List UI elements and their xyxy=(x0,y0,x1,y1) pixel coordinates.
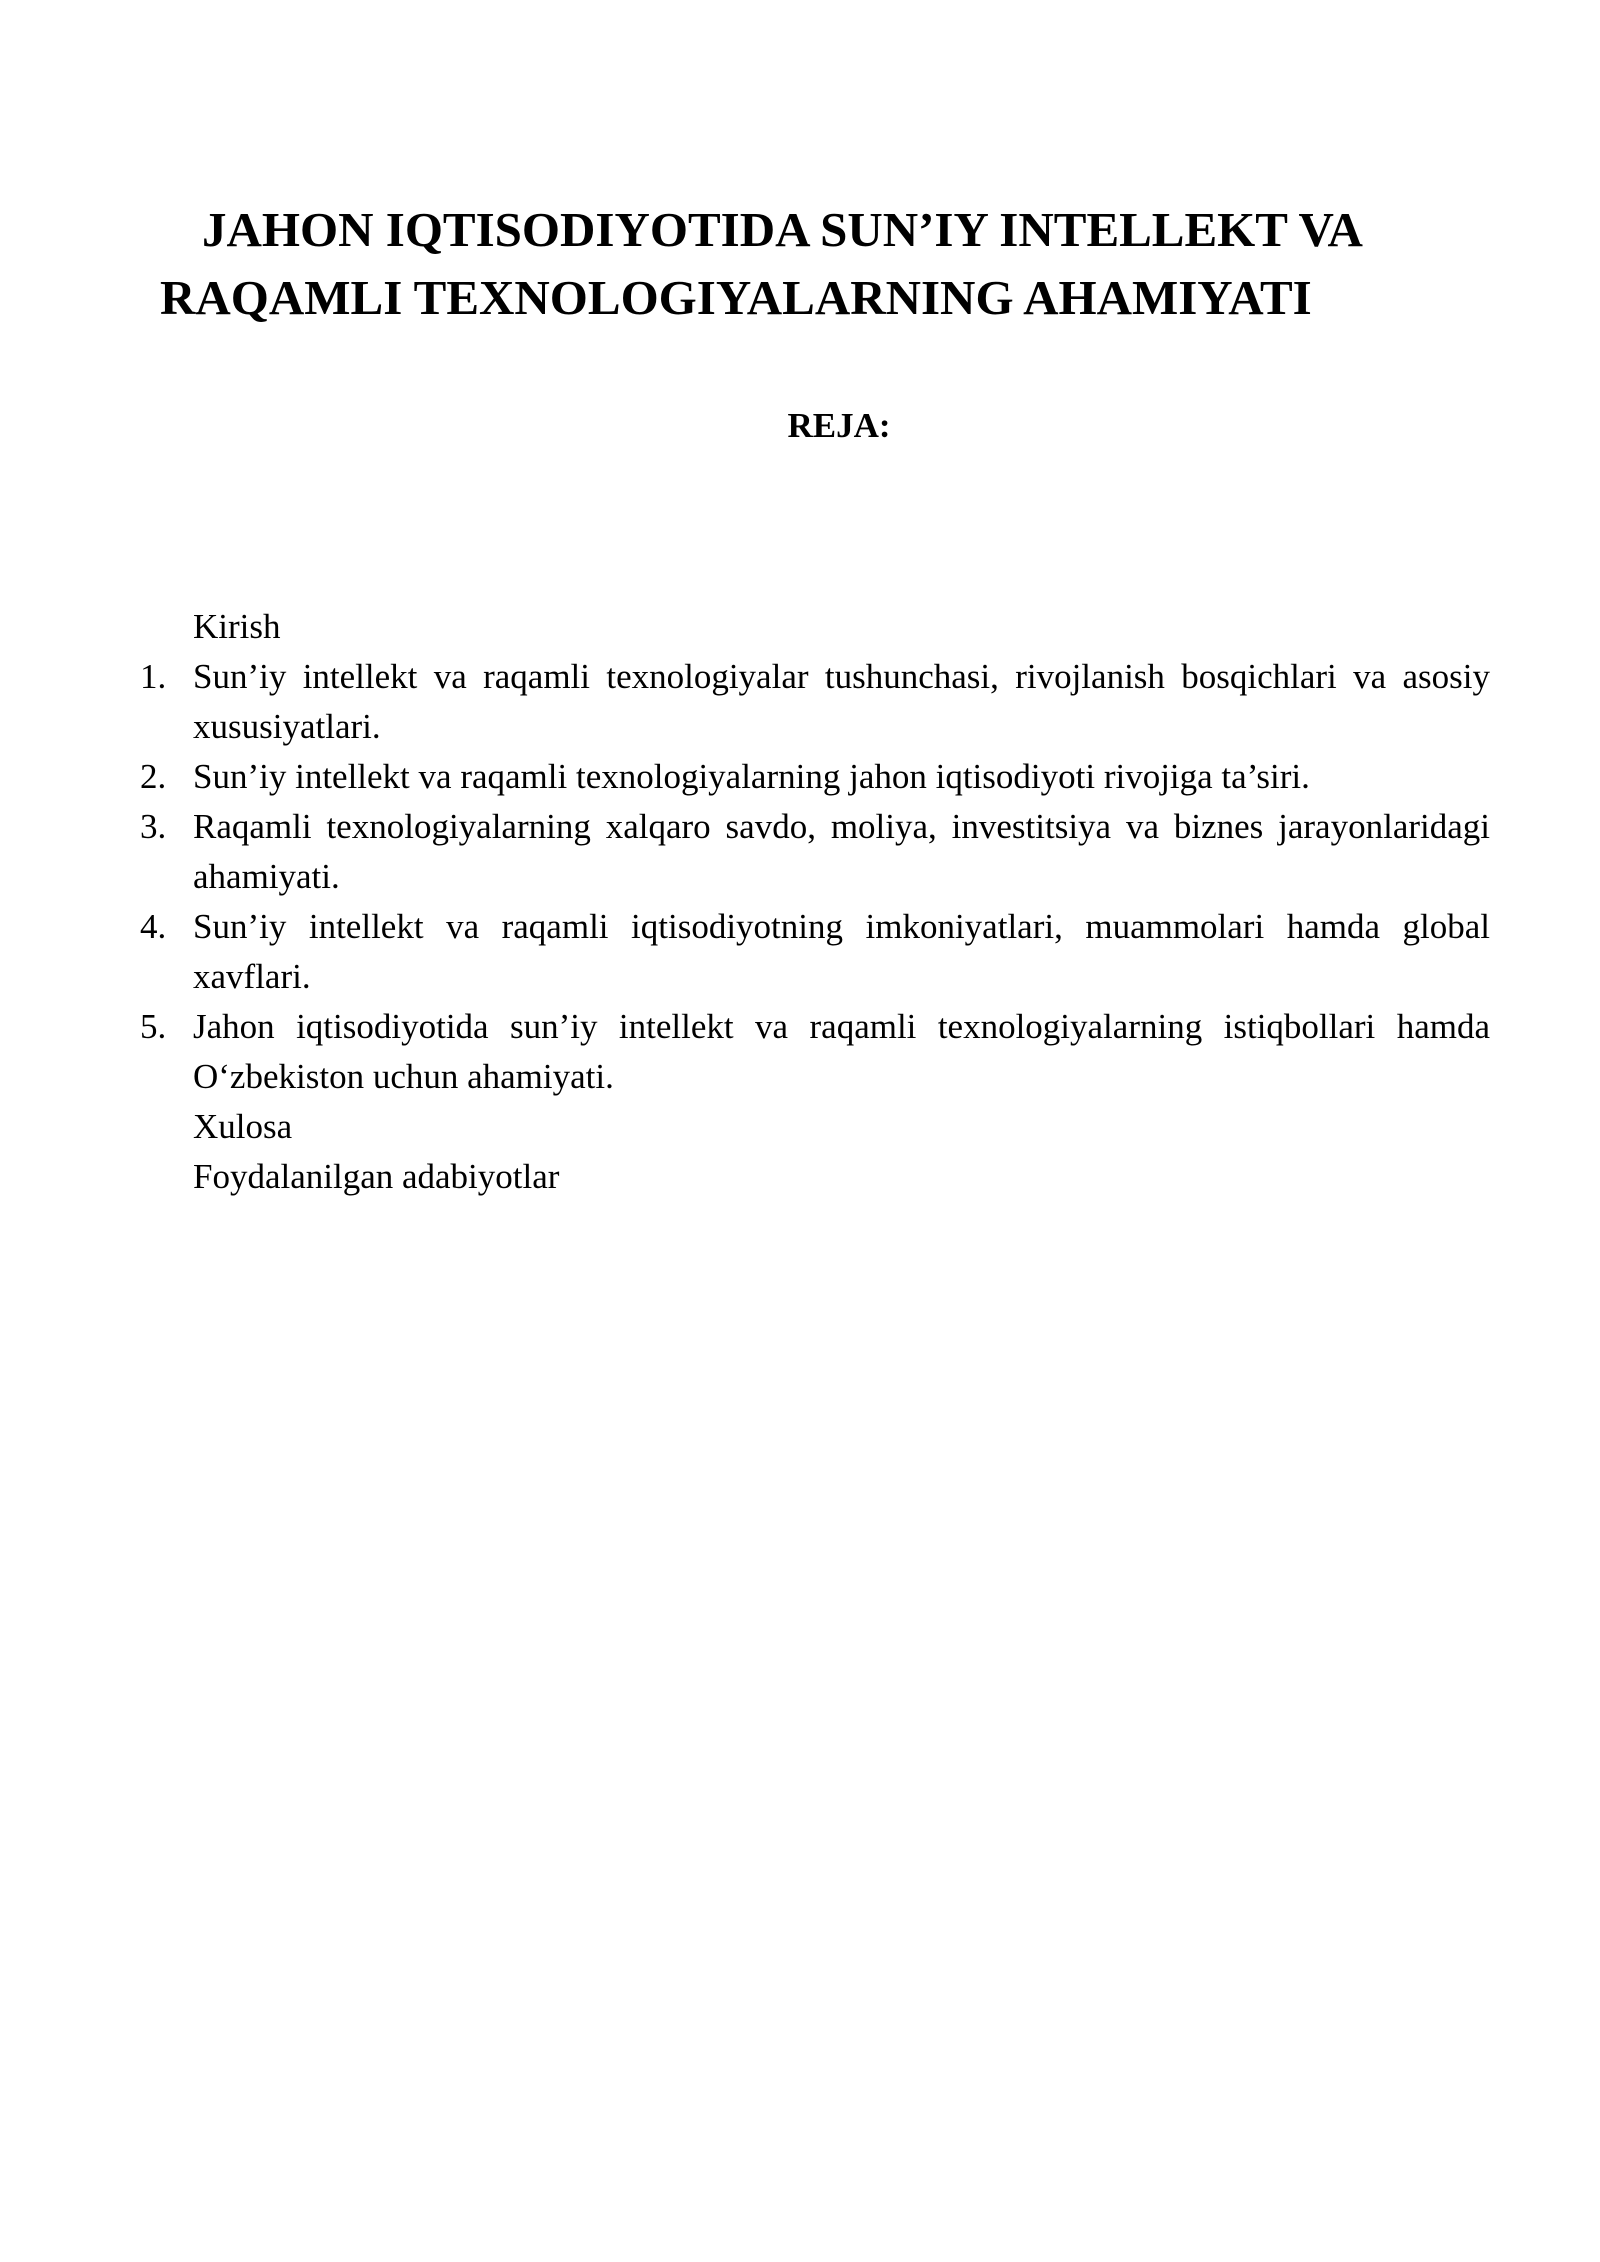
plan-item-references: Foydalanilgan adabiyotlar xyxy=(193,1157,560,1196)
plan-item-3 xyxy=(140,802,1490,902)
plan-item-text: Sun’iy intellekt va raqamli texnologiyalarning jahon iqtisodiyoti rivojiga ta’siri. xyxy=(193,757,1310,796)
document-title-line-2: RAQAMLI TEXNOLOGIYALARNING AHAMIYATI xyxy=(160,270,1312,325)
plan-item-2 xyxy=(140,752,1490,802)
plan-list xyxy=(140,602,1490,1202)
plan-heading: REJA: xyxy=(787,406,891,445)
plan-item-number: 1. xyxy=(140,657,167,696)
plan-item-text: Sun’iy intellekt va raqamli texnologiyalar tushunchasi, rivojlanish bosqichlari va asosiy xususiyatlari. xyxy=(193,657,1490,746)
plan-item-conclusion: Xulosa xyxy=(193,1107,293,1146)
plan-item-number: 3. xyxy=(140,807,167,846)
plan-item-number: 2. xyxy=(140,757,167,796)
plan-item-text: Sun’iy intellekt va raqamli iqtisodiyotning imkoniyatlari, muammolari hamda global xavflari. xyxy=(193,907,1490,996)
document-title-line-1: JAHON IQTISODIYOTIDA SUN’IY INTELLEKT VA xyxy=(202,202,1363,257)
plan-item-4 xyxy=(140,902,1490,1002)
plan-item-number: 5. xyxy=(140,1007,167,1046)
plan-item-number: 4. xyxy=(140,907,167,946)
plan-item-1 xyxy=(140,652,1490,752)
plan-item-text: Raqamli texnologiyalarning xalqaro savdo, moliya, investitsiya va biznes jarayonlaridagi ahamiyati. xyxy=(193,807,1490,896)
plan-item-intro: Kirish xyxy=(193,607,281,646)
plan-item-text: Jahon iqtisodiyotida sun’iy intellekt va raqamli texnologiyalarning istiqbollari hamda O‘zbekiston uchun ahamiyati. xyxy=(193,1007,1490,1096)
plan-item-5 xyxy=(140,1002,1490,1102)
document-title xyxy=(160,196,1490,332)
